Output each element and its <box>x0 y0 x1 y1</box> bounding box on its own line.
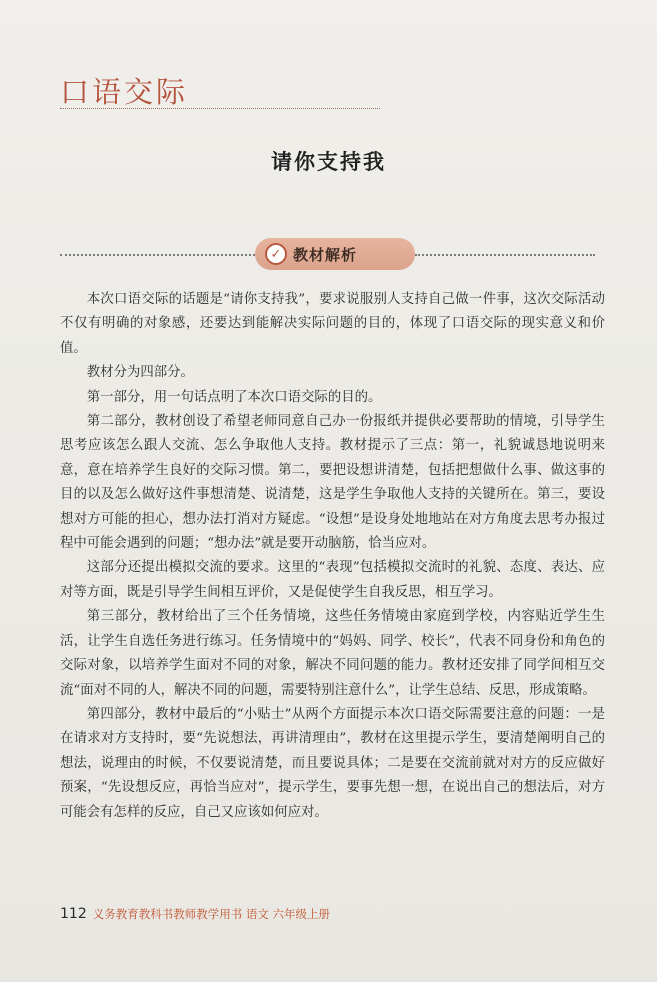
paragraph: 第三部分，教材给出了三个任务情境，这些任务情境由家庭到学校，内容贴近学生生活，让学生自选任务进行练习。任务情境中的“妈妈、同学、校长”，代表不同身份和角色的交际对象，以培养学生面对不同的对象，解决不同问题的能力。教材还安排了同学间相互交流“面对不同的人，解决不同的问题，需要特别注意什么”，让学生总结、反思，形成策略。 <box>60 609 605 698</box>
paragraph: 本次口语交际的话题是“请你支持我”，要求说服别人支持自己做一件事，这次交际活动不仅有明确的对象感，还要达到能解决实际问题的目的，体现了口语交际的现实意义和价值。 <box>60 292 605 356</box>
body-text <box>60 288 605 825</box>
paragraph: 这部分还提出模拟交流的要求。这里的“表现”包括模拟交流时的礼貌、态度、表达、应对等方面，既是引导学生间相互评价，又是促使学生自我反思，相互学习。 <box>60 560 605 600</box>
check-circle-icon: ✓ <box>265 243 287 265</box>
section-badge <box>255 238 415 270</box>
book-title: 义务教育教科书教师教学用书 语文 六年级上册 <box>92 907 331 921</box>
lesson-title: 请你支持我 <box>271 149 386 174</box>
page-number: 112 <box>60 906 87 922</box>
badge-label: 教材解析 <box>293 245 358 264</box>
paragraph: 第二部分，教材创设了希望老师同意自己办一份报纸并提供必要帮助的情境，引导学生思考应该怎么跟人交流、怎么争取他人支持。教材提示了三点：第一，礼貌诚恳地说明来意，意在培养学生良好的交际习惯。第二，要把设想讲清楚，包括把想做什么事、做这事的目的以及怎么做好这件事想清楚、说清楚，这是学生争取他人支持的关键所在。第三，要设想对方可能的担心，想办法打消对方疑虑。“设想”是设身处地地站在对方角度去思考办报过程中可能会遇到的问题；“想办法”就是要开动脑筋，恰当应对。 <box>60 414 605 552</box>
badge-divider-right <box>415 254 595 256</box>
paragraph: 教材分为四部分。 <box>86 365 194 381</box>
page-footer <box>60 906 330 922</box>
paragraph: 第一部分，用一句话点明了本次口语交际的目的。 <box>86 389 382 405</box>
section-title: 口语交际 <box>60 75 189 109</box>
section-title-divider <box>60 108 380 109</box>
paragraph: 第四部分，教材中最后的“小贴士”从两个方面提示本次口语交际需要注意的问题：一是在请求对方支持时，要“先说想法，再讲清理由”，教材在这里提示学生，要清楚阐明自己的想法，说理由的时候，不仅要说清楚，而且要说具体；二是要在交流前就对对方的反应做好预案，“先设想反应，再恰当应对”，提示学生，要事先想一想，在说出自己的想法后，对方可能会有怎样的反应，自己又应该如何应对。 <box>60 706 605 820</box>
badge-divider-left <box>60 254 255 256</box>
